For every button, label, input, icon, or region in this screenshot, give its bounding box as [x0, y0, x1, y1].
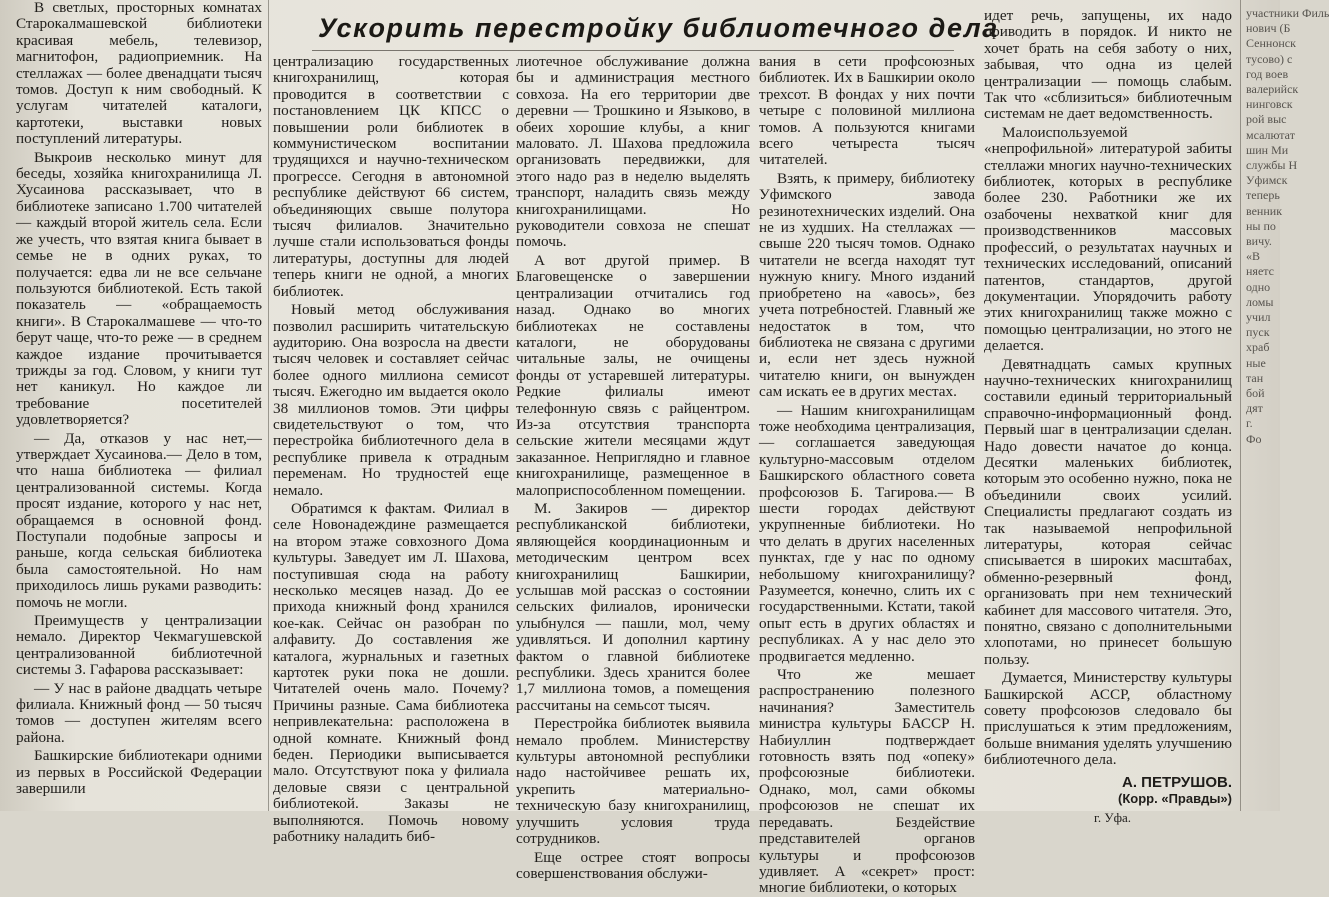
fragment-line: ломы — [1246, 294, 1274, 309]
fragment-line: ные — [1246, 355, 1266, 370]
fragment-line: г. — [1246, 416, 1253, 431]
fragment-line: тусово) с — [1246, 51, 1293, 66]
paragraph: — Да, отказов у нас нет,— утверждает Хусаинова.— Дело в том, что наша библиотека — филиал централизованной системы. Когда просят издание, которого у нас нет, обращаемся в основной фонд. Поступали подобные запросы и раньше, когда сельская библиотека была самостоятельной. Но нам приходилось лишь руками разводить: помочь не могли. — [16, 429, 262, 611]
fragment-line: Сеннонск — [1246, 36, 1296, 51]
fragment-line: нович (Б — [1246, 21, 1291, 36]
author-credit: (Корр. «Правды») — [1118, 791, 1232, 807]
paragraph: Еще острее стоят вопросы совершенствования обслужи- — [516, 848, 750, 882]
fragment-line: вичу. — [1246, 234, 1272, 249]
paragraph: А вот другой пример. В Благовещенске о завершении централизации отчитались год назад. Однако во многих библиотеках не составлены каталоги, не оборудованы читальные залы, не очищены фонды от устаревшей литературы. Редкие филиалы имеют телефонную связь с райцентром. Из-за отсутствия транспорта сельские жители месяцами ждут заказанное. Неприглядно и главное книгохранилище, размещенное в малоприспособленном помещении. — [516, 251, 750, 499]
fragment-line: дят — [1246, 401, 1263, 416]
fragment-line: нинговск — [1246, 97, 1293, 112]
fragment-line: Уфимск — [1246, 173, 1288, 188]
fragment-line: службы Н — [1246, 158, 1298, 173]
paragraph: Обратимся к фактам. Филиал в селе Новонадеждине размещается на втором этаже совхозного Дома культуры. Заведует им Л. Шахова, поступившая сюда на работу несколько месяцев назад. До ее прихода книжный фонд хранился кое-как. Сейчас он разобран по алфавиту. До составления же каталога, журнальных и газетных картотек руки пока не дошли. Читателей очень мало. Почему? Причины разные. Сама библиотека непривлекательна: расположена в одной комнате. Книжный фонд беден. Периодики выписывается мало. Отсутствуют пока у филиала деловые связи с центральной библиотекой. Заказы не выполняются. Помочь новому работнику наладить биб- — [273, 499, 509, 846]
article-column-5 — [984, 7, 1232, 825]
column-divider — [268, 0, 269, 811]
fragment-line: «В — [1246, 249, 1261, 264]
article-column-2 — [273, 53, 509, 846]
dateline-place: г. Уфа. — [1094, 809, 1132, 825]
fragment-line: тан — [1246, 370, 1264, 385]
adjacent-article-fragment — [1246, 6, 1329, 811]
fragment-line: венник — [1246, 203, 1283, 218]
fragment-line: учил — [1246, 310, 1271, 325]
fragment-line: мсалютат — [1246, 127, 1295, 142]
fragment-line: няетс — [1246, 264, 1274, 279]
paragraph: Башкирские библиотекари одними из первых в Российской Федерации завершили — [16, 747, 262, 798]
article-column-1 — [16, 0, 262, 811]
fragment-line: участники Филь — [1246, 6, 1329, 20]
fragment-line: ны по — [1246, 218, 1276, 233]
paragraph: идет речь, запущены, их надо приводить в порядок. И никто не хочет брать на себя заботу о них, забывая, что одна из целей централизации — помощь слабым. Так что «сблизиться» библиотечным системам не дает ведомственность. — [984, 7, 1232, 123]
paragraph: Девятнадцать самых крупных научно-технических книгохранилищ составили единый территориальный справочно-информационный фонд. Первый шаг в централизации сделан. Надо довести начатое до конца. Десятки маленьких библиотек, которым это особенно нужно, пока не объединили своих усилий. Специалисты предлагают создать из так называемой непрофильной литературы, которая сейчас списывается в широких масштабах, обменно-резервный фонд, организовать при нем технический кабинет для массового читателя. Это, понятно, связано с дополнительными хлопотами, но принесет большую пользу. — [984, 355, 1232, 668]
paragraph: Перестройка библиотек выявила немало проблем. Министерству культуры автономной республики надо настойчивее решать их, укрепить материально-техническую базу книгохранилищ, улучшить условия труда сотрудников. — [516, 715, 750, 848]
paragraph: М. Закиров — директор республиканской библиотеки, являющейся координационным и методическим центром всех книгохранилищ Башкирии, услышав мой рассказ о состоянии сельских филиалов, иронически улыбнулся — пашли, мол, чему удивляться. И дополнил картину фактом о главной библиотеке республики. Здесь хранится более 1,7 миллиона томов, а помещения рассчитаны на семьсот тысяч. — [516, 499, 750, 714]
paragraph: Взять, к примеру, библиотеку Уфимского завода резинотехнических изделий. Она не из худших. На стеллажах — свыше 220 тысяч томов. Однако читатели не всегда находят тут нужную книгу. Много изданий приобретено на «авось», без учета потребностей. Главный же недостаток в том, что библиотека не связана с другими и, если нет здесь нужной читателю книги, он вынужден сам искать ее в других местах. — [759, 169, 975, 401]
fragment-line: теперь — [1246, 188, 1280, 203]
fragment-line: пуск — [1246, 325, 1270, 340]
paragraph: Думается, Министерству культуры Башкирской АССР, областному совету профсоюзов следовало бы прислушаться к этим предложениям, больше внимания уделять улучшению библиотечного дела. — [984, 669, 1232, 769]
fragment-line: бой — [1246, 386, 1265, 401]
article-headline: Ускорить перестройку библиотечного дела — [318, 13, 999, 43]
paragraph: Что же мешает распространению полезного начинания? Заместитель министра культуры БАССР Н. Набиуллин подтверждает готовность взять под «опеку» профсоюзные библиотеки. Однако, мол, сами обкомы профсоюзов не спешат их передавать. Бездействие представителей органов культуры и профсоюзов удивляет. А «секрет» прост: многие библиотеки, о которых — [759, 666, 975, 897]
paragraph: Преимуществ у централизации немало. Директор Чекмагушевской централизованной библиотечной системы З. Гафарова рассказывает: — [16, 612, 262, 679]
paragraph: — У нас в районе двадцать четыре филиала. Книжный фонд — 50 тысяч томов — доступен жителям всего района. — [16, 679, 262, 746]
fragment-line: год воев — [1246, 66, 1289, 81]
paragraph: Выкроив несколько минут для беседы, хозяйка книгохранилища Л. Хусаинова рассказывает, что в библиотеке записано 1.700 читателей — каждый второй житель села. Если же учесть, что взятая книга бывает в семье не в одних руках, то получается: едва ли не все сельчане пользуются библиотекой. Есть такой показатель — «обращаемость книги». В Старокалмашеве — что-то берут чаще, что-то реже — в среднем каждое издание прочитывается трижды за год. Словом, у книги тут нет каникул. Но каждое ли требование посетителей удовлетворяется? — [16, 148, 262, 429]
paragraph: Малоиспользуемой «непрофильной» литературой забиты стеллажи многих научно-технических библиотек, которых в республике более 230. Работники же их озабочены нехваткой книг для производственников массовых профессий, о результатах научных и технических исследований, описаний патентов, стандартов, другой документации. Упорядочить работу этих книгохранилищ также можно с помощью централизации, но этого не делается. — [984, 123, 1232, 355]
headline-underline — [312, 50, 954, 51]
fragment-line: храб — [1246, 340, 1270, 355]
paragraph: — Нашим книгохранилищам тоже необходима централизация,— соглашается заведующая культурно-массовым отделом Башкирского областного совета профсоюзов Б. Тагирова.— В шести городах действуют укрупненные библиотеки. Но что делать в других населенных пунктах, где у нас по одному небольшому книгохранилищу? Разумеется, конечно, слить их с государственными. Кстати, такой опыт есть в других областях и республиках. А у нас дело это продвигается медленно. — [759, 401, 975, 665]
column-divider — [1240, 0, 1241, 811]
paragraph: централизацию государственных книгохранилищ, которая проводится в соответствии с постановлением ЦК КПСС о повышении роли библиотек в коммунистическом воспитании трудящихся и научно-техническом прогрессе. Сегодня в автономной республике действуют 66 систем, объединяющих свыше полутора тысяч филиалов. Значительно лучше стали использоваться фонды литературы, доступны для людей теперь книги не одной, а многих библиотек. — [273, 53, 509, 300]
fragment-line: рой выс — [1246, 112, 1287, 127]
article-column-4 — [759, 53, 975, 897]
fragment-line: одно — [1246, 279, 1271, 294]
paragraph: лиотечное обслуживание должна бы и администрация местного совхоза. На его территории две деревни — Трошкино и Языково, в обеих хорошие клубы, а книг маловато. Л. Шахова предложила организовать передвижки, для этого надо раз в неделю выделять транспорт, наладить связь между книгохранилищами. Но руководители совхоза не спешат помочь. — [516, 53, 750, 251]
author-signature: А. ПЕТРУШОВ. — [1122, 773, 1232, 791]
paragraph: В светлых, просторных комнатах Старокалмашевской библиотеки красивая мебель, телевизор, магнитофон, радиоприемник. На стеллажах — более двенадцати тысяч томов. Доступ к ним свободный. К услугам читателей каталоги, картотеки, выставки новых поступлений литературы. — [16, 0, 262, 148]
paragraph: Новый метод обслуживания позволил расширить читательскую аудиторию. Она возросла на двести тысяч человек и составляет сейчас более одного миллиона семисот тысяч. Ежегодно им выдается около 38 миллионов томов. Эти цифры свидетельствуют о том, что перестройка библиотечного дела в республике привела к отрадным переменам. Но трудностей еще немало. — [273, 301, 509, 499]
fragment-line: валерийск — [1246, 82, 1299, 97]
fragment-line: Фо — [1246, 431, 1262, 446]
article-column-3 — [516, 53, 750, 882]
fragment-line: шин Ми — [1246, 142, 1289, 157]
paragraph: вания в сети профсоюзных библиотек. Их в Башкирии около трехсот. В фондах у них почти четыре с половиной миллиона томов. А пользуются книгами всего четыреста тысяч читателей. — [759, 53, 975, 169]
